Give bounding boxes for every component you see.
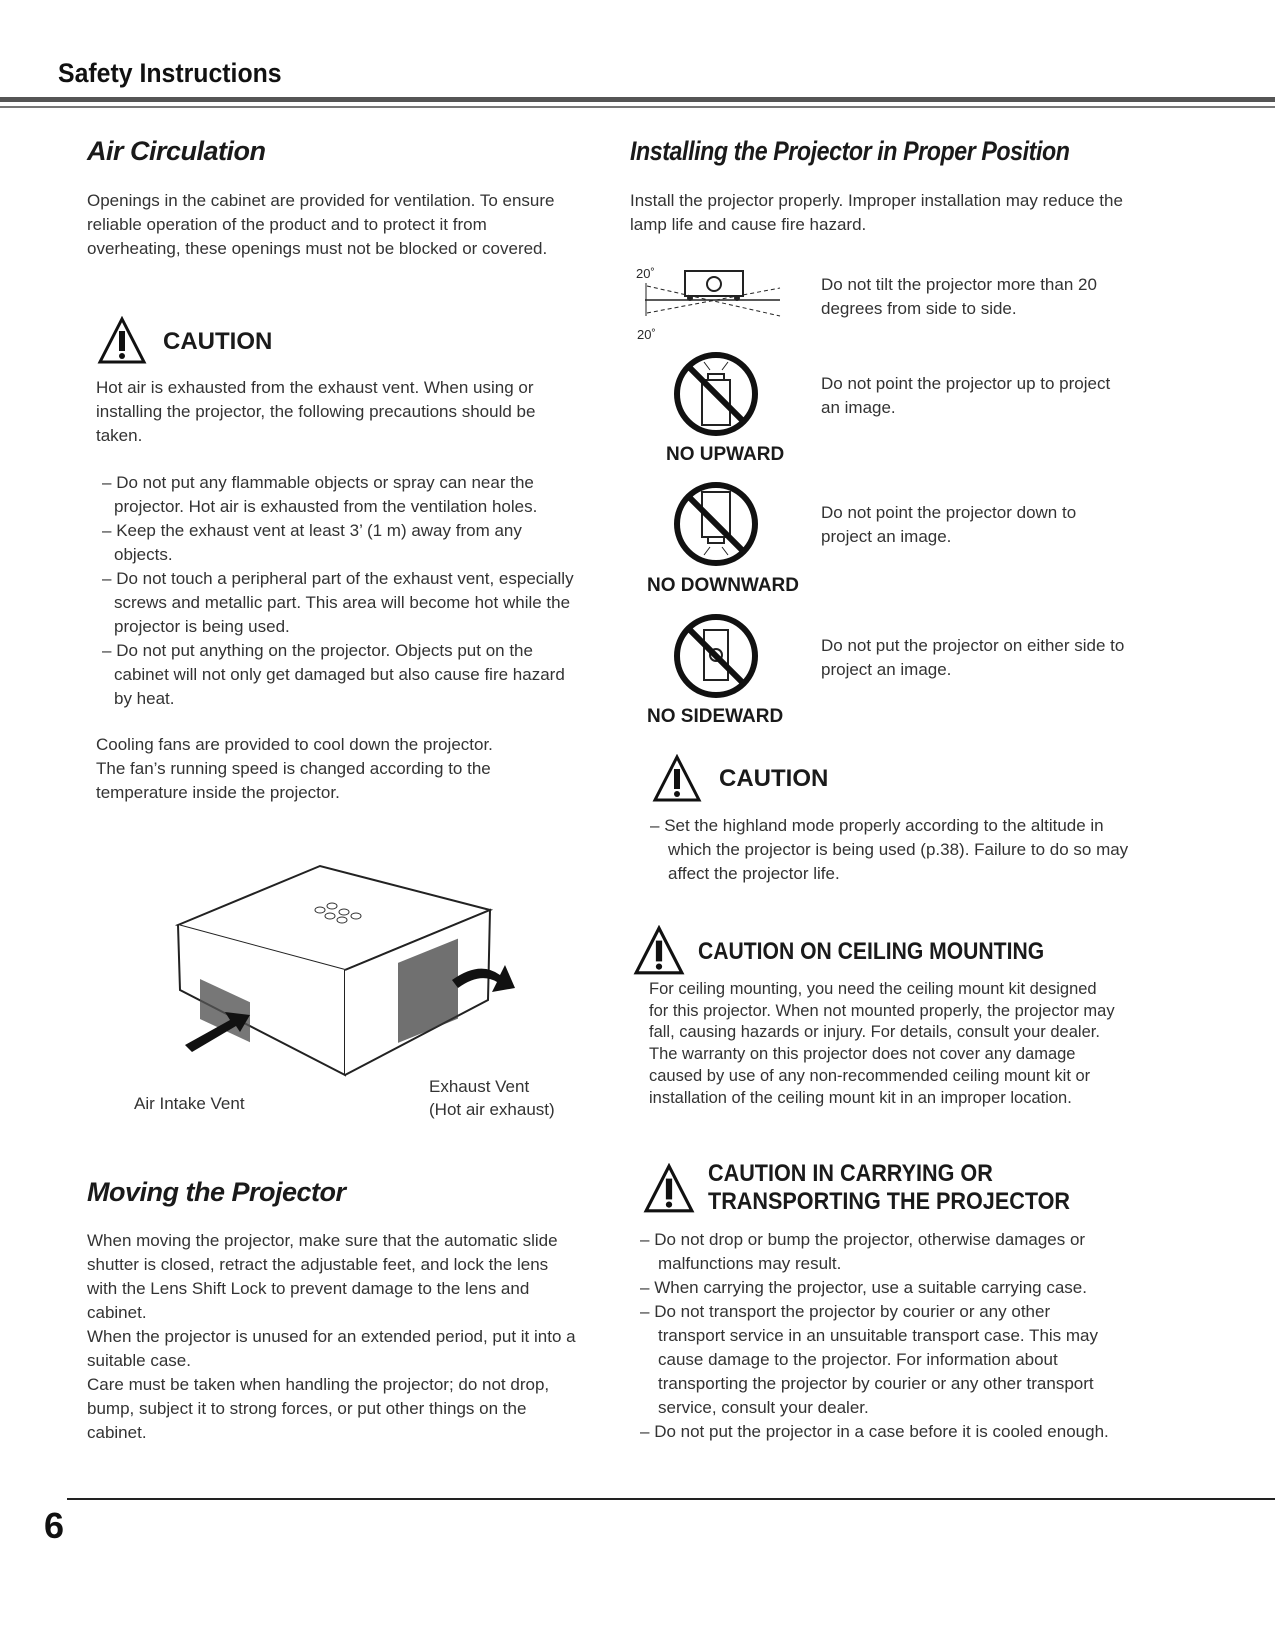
caution-list	[96, 471, 576, 711]
tilt-top-label: 20˚	[636, 266, 655, 281]
carrying-item: – Do not drop or bump the projector, otherwise damages or malfunctions may result.	[640, 1228, 1120, 1276]
highland-caution: – Set the highland mode properly according to the altitude in which the projector is being used (p.38). Failure to do so may affect the projector life.	[650, 814, 1138, 886]
ceiling-text: For ceiling mounting, you need the ceiling mount kit designed for this projector. When not mounted properly, the projector may fall, causing hazards or injury. For details, consult your dealer. The warranty on this projector does not cover any damage caused by use of any non-recommended ceiling mount kit or installation of the ceiling mount kit in an improper location.	[649, 980, 1115, 1107]
carrying-title-line: CAUTION IN CARRYING OR	[708, 1160, 993, 1187]
tilt-diagram	[640, 268, 785, 328]
caution-heading: CAUTION	[163, 328, 273, 355]
exhaust-label-1: Exhaust Vent	[429, 1077, 530, 1096]
air-intro: Openings in the cabinet are provided for ventilation. To ensure reliable operation of the product and to protect it from overheating, these openings must not be blocked or covered.	[87, 191, 555, 258]
upward-text: Do not point the projector up to project an image.	[821, 374, 1111, 417]
carrying-item: – Do not transport the projector by courier or any other transport service in an unsuitable transport case. This may cause damage to the projector. For information about transporting the projector by courier or any other transport service, consult your dealer.	[640, 1300, 1120, 1420]
tilt-bottom-label: 20˚	[637, 327, 656, 342]
header-rule-thick	[0, 97, 1275, 102]
moving-title: Moving the Projector	[87, 1177, 346, 1207]
downward-text: Do not point the projector down to project an image.	[821, 503, 1077, 546]
warning-icon	[640, 1163, 698, 1215]
warning-icon	[97, 316, 147, 366]
installing-title: Installing the Projector in Proper Position	[630, 136, 1070, 166]
no-upward-label: NO UPWARD	[666, 444, 785, 465]
caution-item: – Keep the exhaust vent at least 3’ (1 m) away from any objects.	[96, 519, 576, 567]
sideward-text: Do not put the projector on either side to project an image.	[821, 636, 1125, 679]
moving-para: Care must be taken when handling the projector; do not drop, bump, subject it to strong forces, or put other things on the cabinet.	[87, 1375, 550, 1442]
carrying-item: – When carrying the projector, use a suitable carrying case.	[640, 1276, 1120, 1300]
carrying-list	[640, 1228, 1120, 1444]
caution-text: Hot air is exhausted from the exhaust vent. When using or installing the projector, the following precautions should be taken.	[96, 378, 536, 445]
header-rule-thin	[0, 106, 1275, 108]
exhaust-label-2: (Hot air exhaust)	[429, 1100, 555, 1119]
page-header-title: Safety Instructions	[58, 58, 282, 88]
air-intake-label: Air Intake Vent	[134, 1094, 245, 1113]
install-intro: Install the projector properly. Improper installation may reduce the lamp life and cause fire hazard.	[630, 191, 1123, 234]
tilt-text: Do not tilt the projector more than 20 degrees from side to side.	[821, 275, 1097, 318]
caution-item: – Do not touch a peripheral part of the exhaust vent, especially screws and metallic part. This area will become hot while the projector is being used.	[96, 567, 576, 639]
no-downward-label: NO DOWNWARD	[647, 575, 799, 596]
moving-para: When the projector is unused for an extended period, put it into a suitable case.	[87, 1327, 576, 1370]
ceiling-title: CAUTION ON CEILING MOUNTING	[698, 938, 1045, 965]
air-circulation-title: Air Circulation	[87, 136, 266, 166]
moving-text	[87, 1229, 582, 1445]
caution-heading-right: CAUTION	[719, 765, 829, 792]
carrying-item: – Do not put the projector in a case before it is cooled enough.	[640, 1420, 1120, 1444]
moving-para: When moving the projector, make sure that the automatic slide shutter is closed, retract the adjustable feet, and lock the lens with the Lens Shift Lock to prevent damage to the lens and cabinet.	[87, 1231, 558, 1322]
caution-item: – Do not put anything on the projector. Objects put on the cabinet will not only get damaged but also cause fire hazard by heat.	[96, 639, 576, 711]
warning-icon	[630, 925, 688, 977]
no-sideward-label: NO SIDEWARD	[647, 706, 784, 727]
projector-illustration	[170, 860, 530, 1090]
carrying-title-line: TRANSPORTING THE PROJECTOR	[708, 1188, 1071, 1215]
carrying-title	[708, 1160, 1070, 1216]
fans-text: Cooling fans are provided to cool down the projector. The fan’s running speed is changed according to the temperature inside the projector.	[96, 735, 493, 802]
warning-icon	[652, 754, 702, 804]
caution-item: – Do not put any flammable objects or spray can near the projector. Hot air is exhausted from the ventilation holes.	[96, 471, 576, 519]
no-upward-icon	[672, 350, 760, 438]
footer-rule	[67, 1498, 1275, 1500]
page-number: 6	[44, 1505, 65, 1546]
no-sideward-icon	[672, 612, 760, 700]
no-downward-icon	[672, 480, 760, 568]
